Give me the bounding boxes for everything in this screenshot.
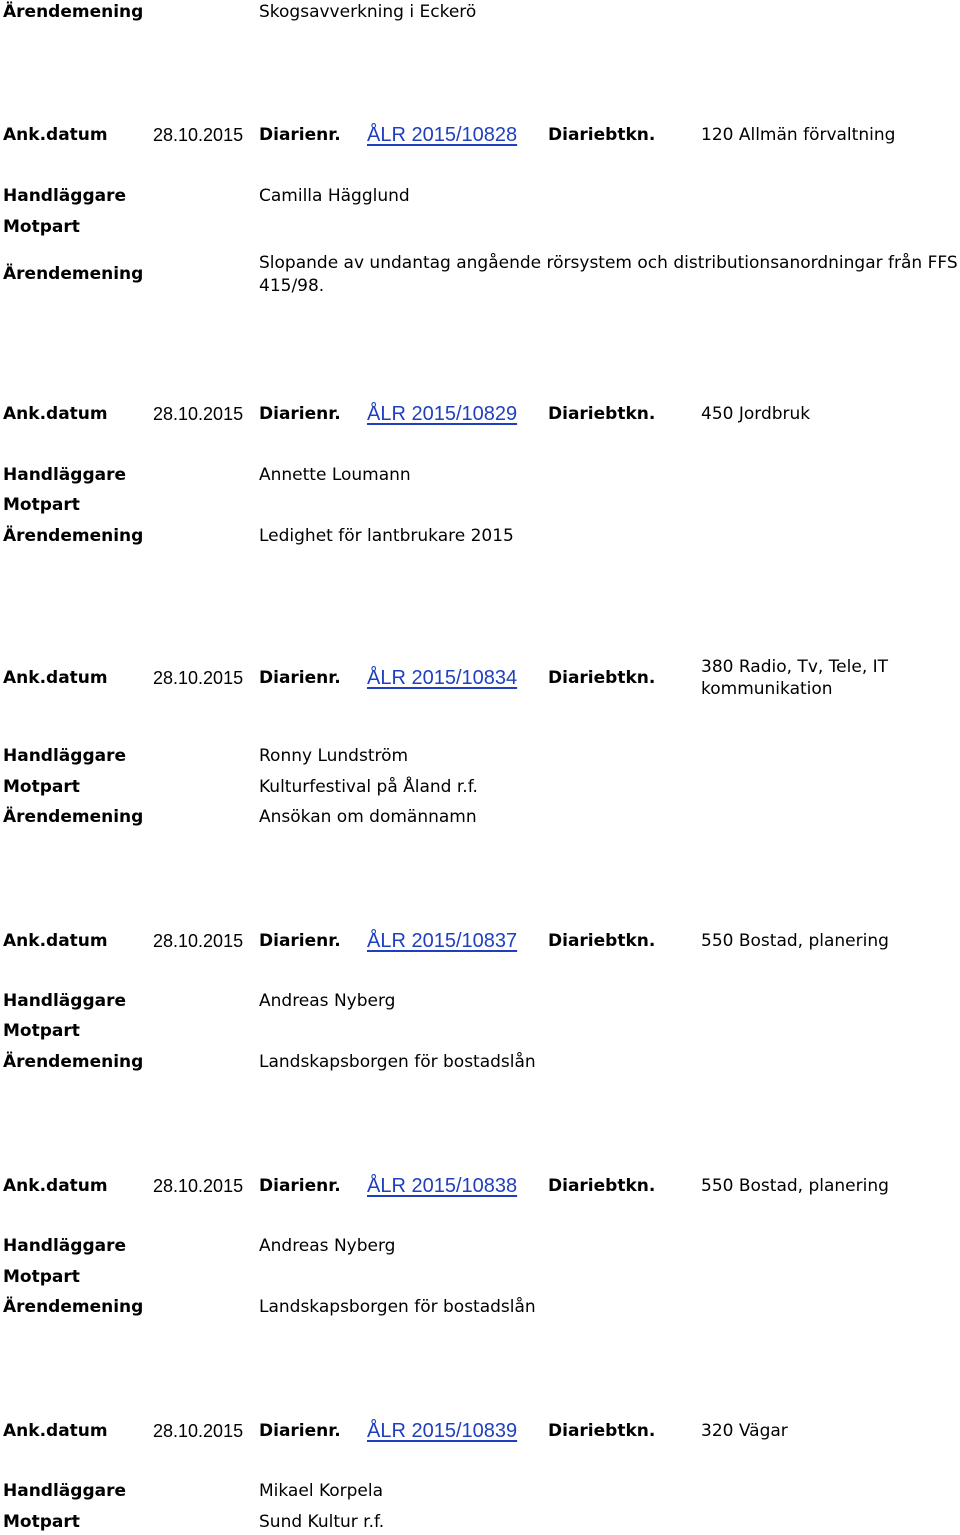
arendemening-value: Landskapsborgen för bostadslån <box>259 1297 536 1317</box>
diariebtkn-label: Diariebtkn. <box>548 125 656 145</box>
arendemening-label: Ärendemening <box>3 1052 144 1072</box>
ankdatum-value: 28.10.2015 <box>153 931 244 951</box>
arendemening-label: Ärendemening <box>3 526 144 546</box>
handlaggare-value: Andreas Nyberg <box>259 991 396 1011</box>
diariebtkn-label: Diariebtkn. <box>548 668 656 688</box>
diariebtkn-label: Diariebtkn. <box>548 931 656 951</box>
motpart-label: Motpart <box>3 495 80 515</box>
handlaggare-value: Andreas Nyberg <box>259 1236 396 1256</box>
handlaggare-label: Handläggare <box>3 1236 126 1256</box>
arendemening-value: Skogsavverkning i Eckerö <box>259 2 477 22</box>
motpart-label: Motpart <box>3 777 80 797</box>
ankdatum-label: Ank.datum <box>3 1421 108 1441</box>
handlaggare-label: Handläggare <box>3 746 126 766</box>
ankdatum-label: Ank.datum <box>3 125 108 145</box>
diariebtkn-label: Diariebtkn. <box>548 1176 656 1196</box>
diariebtkn-label: Diariebtkn. <box>548 1421 656 1441</box>
ankdatum-label: Ank.datum <box>3 1176 108 1196</box>
diarienr-label: Diarienr. <box>259 404 341 424</box>
arendemening-value-line1: Slopande av undantag angående rörsystem och distributionsanordningar från FFS <box>259 253 958 273</box>
handlaggare-label: Handläggare <box>3 991 126 1011</box>
diariebtkn-value: 320 Vägar <box>701 1421 788 1441</box>
diariebtkn-value: 550 Bostad, planering <box>701 1176 889 1196</box>
handlaggare-value: Camilla Hägglund <box>259 186 410 206</box>
diarienr-label: Diarienr. <box>259 125 341 145</box>
ankdatum-label: Ank.datum <box>3 404 108 424</box>
diariebtkn-value: 120 Allmän förvaltning <box>701 125 896 145</box>
diarienr-link[interactable]: ÅLR 2015/10839 <box>367 1420 518 1442</box>
handlaggare-value: Ronny Lundström <box>259 746 409 766</box>
ankdatum-label: Ank.datum <box>3 931 108 951</box>
arendemening-label: Ärendemening <box>3 2 144 22</box>
diariebtkn-value-line2: kommunikation <box>701 679 833 699</box>
diariebtkn-value: 550 Bostad, planering <box>701 931 889 951</box>
diarienr-label: Diarienr. <box>259 1421 341 1441</box>
diarienr-label: Diarienr. <box>259 668 341 688</box>
motpart-label: Motpart <box>3 1267 80 1287</box>
diariebtkn-value-line1: 380 Radio, Tv, Tele, IT <box>701 657 889 677</box>
handlaggare-label: Handläggare <box>3 186 126 206</box>
diarienr-link[interactable]: ÅLR 2015/10838 <box>367 1175 518 1197</box>
diarienr-link[interactable]: ÅLR 2015/10829 <box>367 403 518 425</box>
arendemening-label: Ärendemening <box>3 807 144 827</box>
arendemening-value: Ansökan om domännamn <box>259 807 477 827</box>
arendemening-value: Ledighet för lantbrukare 2015 <box>259 526 514 546</box>
ankdatum-value: 28.10.2015 <box>153 1176 244 1196</box>
diariebtkn-label: Diariebtkn. <box>548 404 656 424</box>
ankdatum-value: 28.10.2015 <box>153 1421 244 1441</box>
diarienr-link[interactable]: ÅLR 2015/10834 <box>367 667 518 689</box>
ankdatum-value: 28.10.2015 <box>153 404 244 424</box>
handlaggare-value: Annette Loumann <box>259 465 411 485</box>
diarienr-label: Diarienr. <box>259 1176 341 1196</box>
handlaggare-value: Mikael Korpela <box>259 1481 384 1501</box>
arendemening-value-line2: 415/98. <box>259 276 325 296</box>
diarienr-label: Diarienr. <box>259 931 341 951</box>
handlaggare-label: Handläggare <box>3 465 126 485</box>
arendemening-label: Ärendemening <box>3 1297 144 1317</box>
ankdatum-value: 28.10.2015 <box>153 125 244 145</box>
diarienr-link[interactable]: ÅLR 2015/10837 <box>367 930 518 952</box>
motpart-value: Kulturfestival på Åland r.f. <box>259 777 478 797</box>
diariebtkn-value: 450 Jordbruk <box>701 404 811 424</box>
arendemening-label: Ärendemening <box>3 264 144 284</box>
motpart-value: Sund Kultur r.f. <box>259 1512 385 1532</box>
diarienr-link[interactable]: ÅLR 2015/10828 <box>367 124 518 146</box>
arendemening-value: Landskapsborgen för bostadslån <box>259 1052 536 1072</box>
motpart-label: Motpart <box>3 1021 80 1041</box>
handlaggare-label: Handläggare <box>3 1481 126 1501</box>
ankdatum-label: Ank.datum <box>3 668 108 688</box>
motpart-label: Motpart <box>3 1512 80 1532</box>
ankdatum-value: 28.10.2015 <box>153 668 244 688</box>
motpart-label: Motpart <box>3 217 80 237</box>
